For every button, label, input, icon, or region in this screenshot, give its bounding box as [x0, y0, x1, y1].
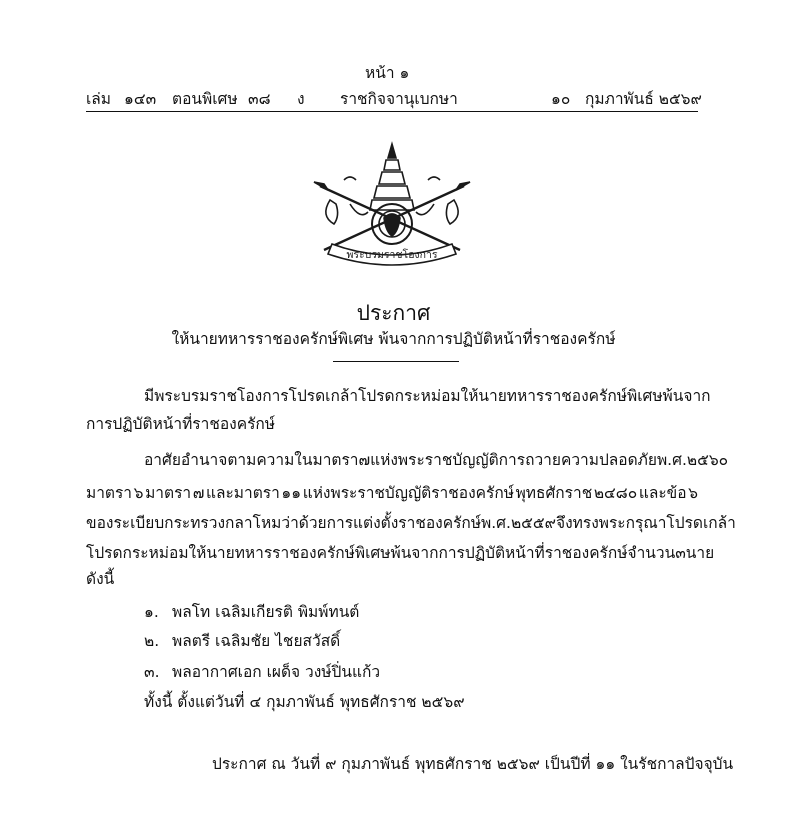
- paragraph-2-line-4: โปรดกระหม่อมให้นายทหารราชองครักษ์พิเศษ พ้นจากการปฏิบัติหน้าที่ราชองครักษ์ จำนวน ๓ นาย: [86, 544, 715, 562]
- paragraph-2-line-5: ดังนี้: [86, 570, 115, 588]
- emblem-caption: พระบรมราชโองการ: [346, 249, 438, 261]
- title-divider: [333, 361, 459, 362]
- list-item-num: ๑.: [144, 603, 159, 621]
- page-number: หน้า ๑: [365, 64, 410, 82]
- list-item-num: ๒.: [144, 632, 160, 650]
- volume-label: เล่ม: [86, 90, 112, 108]
- volume-number: ๑๔๓: [124, 90, 157, 108]
- page-subtitle: ให้นายทหารราชองครักษ์พิเศษ พ้นจากการปฏิบัติหน้าที่ราชองครักษ์: [171, 330, 616, 348]
- effective-date: ทั้งนี้ ตั้งแต่วันที่ ๔ กุมภาพันธ์ พุทธศักราช ๒๕๖๙: [144, 693, 465, 711]
- paragraph-2-line-3: ของระเบียบกระทรวงกลาโหมว่าด้วยการแต่งตั้งราชองครักษ์ พ.ศ. ๒๕๕๙ จึงทรงพระกรุณาโปรดเกล้า: [86, 514, 736, 532]
- proclamation-date: ประกาศ ณ วันที่ ๙ กุมภาพันธ์ พุทธศักราช ๒๕๖๙ เป็นปีที่ ๑๑ ในรัชกาลปัจจุบัน: [212, 755, 734, 773]
- gazette-name: ราชกิจจานุเบกษา: [340, 90, 458, 108]
- paragraph-2-line-2: มาตรา ๖ มาตรา ๗ และมาตรา ๑๑ แห่งพระราชบัญญัติราชองครักษ์ พุทธศักราช ๒๔๘๐ และข้อ ๖: [86, 484, 698, 502]
- paragraph-1-line-2: การปฏิบัติหน้าที่ราชองครักษ์: [86, 415, 276, 433]
- section-number: ๓๘: [248, 90, 271, 108]
- paragraph-1-line-1: มีพระบรมราชโองการโปรดเกล้าโปรดกระหม่อมให้นายทหารราชองครักษ์พิเศษ พ้นจาก: [144, 387, 711, 405]
- list-item-name: พลอากาศเอก เผด็จ วงษ์ปิ่นแก้ว: [172, 663, 381, 681]
- garuda-seal-emblem: [310, 140, 474, 270]
- date-day: ๑๐: [551, 90, 571, 108]
- section-label: ตอนพิเศษ: [172, 90, 238, 108]
- paragraph-2-line-1: อาศัยอำนาจตามความในมาตรา ๗ แห่งพระราชบัญญัติการถวายความปลอดภัย พ.ศ. ๒๕๖๐: [144, 451, 729, 469]
- section-type: ง: [297, 90, 305, 108]
- list-item-name: พลโท เฉลิมเกียรติ พิมพ์ทนต์: [172, 603, 360, 621]
- list-item-name: พลตรี เฉลิมชัย ไชยสวัสดิ์: [172, 632, 341, 650]
- page-title: ประกาศ: [356, 301, 431, 325]
- header-divider: [86, 111, 698, 112]
- list-item-num: ๓.: [144, 663, 160, 681]
- date-month-year: กุมภาพันธ์ ๒๕๖๙: [585, 90, 702, 108]
